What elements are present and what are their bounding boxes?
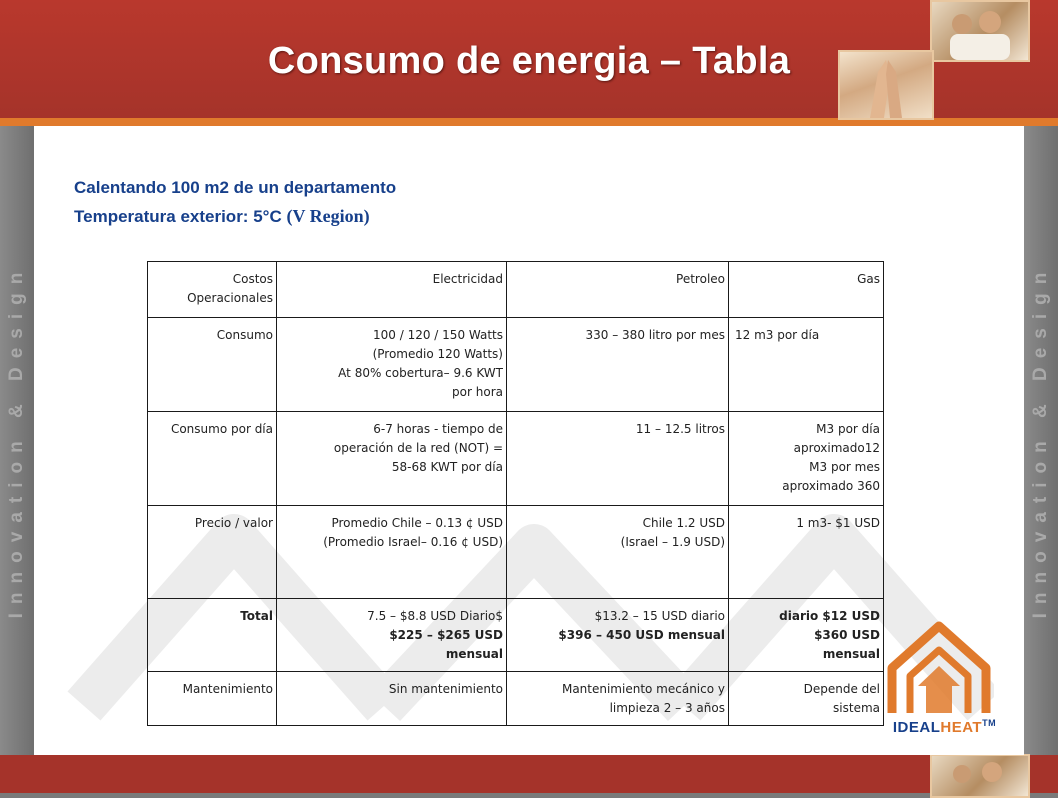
cell-line: aproximado12 bbox=[793, 441, 880, 455]
cell-line: mensual bbox=[445, 647, 503, 661]
subtitle-heating: Calentando 100 m2 de un departamento bbox=[74, 178, 397, 197]
cell-line: $396 – 450 USD mensual bbox=[558, 628, 725, 642]
slide-title: Consumo de energia – Tabla bbox=[267, 40, 791, 82]
row-label: Consumo por día bbox=[148, 412, 277, 506]
cell-line: aproximado 360 bbox=[782, 479, 880, 493]
table-cell bbox=[277, 599, 507, 672]
cell-line: Depende del bbox=[803, 682, 880, 696]
cell-line: sistema bbox=[833, 701, 880, 715]
row-label: Total bbox=[148, 599, 277, 672]
table-cell bbox=[507, 672, 729, 726]
cell-line: Promedio Chile – 0.13 ¢ USD bbox=[331, 516, 503, 530]
table-cell bbox=[729, 506, 884, 599]
logo-heat-text: HEAT bbox=[940, 719, 983, 736]
slide-content bbox=[34, 126, 1024, 755]
logo-ideal-text: IDEAL bbox=[892, 719, 941, 736]
cell-line: 11 – 12.5 litros bbox=[635, 422, 725, 436]
cell-line: 58-68 KWT por día bbox=[391, 460, 503, 474]
row-label: Precio / valor bbox=[148, 506, 277, 599]
cell-line: mensual bbox=[822, 647, 880, 661]
table-row bbox=[148, 599, 884, 672]
cell-line: 330 – 380 litro por mes bbox=[585, 328, 725, 342]
cell-line: 12 m3 por día bbox=[735, 328, 820, 342]
right-side-panel bbox=[1024, 126, 1058, 756]
cell-line: diario $12 USD bbox=[779, 609, 880, 623]
cell-line: operación de la red (NOT) = bbox=[333, 441, 503, 455]
table-cell bbox=[729, 599, 884, 672]
table-cell bbox=[507, 412, 729, 506]
header-cell: Petroleo bbox=[507, 262, 729, 318]
table-cell bbox=[729, 412, 884, 506]
cell-line: 1 m3- $1 USD bbox=[796, 516, 880, 530]
row-label: Mantenimiento bbox=[148, 672, 277, 726]
header-cell: Gas bbox=[729, 262, 884, 318]
cell-line: por hora bbox=[452, 385, 503, 399]
family-photo bbox=[930, 0, 1030, 62]
table-cell bbox=[729, 318, 884, 412]
region-text: (V Region) bbox=[286, 206, 370, 226]
energy-consumption-table bbox=[147, 261, 884, 726]
left-side-panel bbox=[0, 126, 34, 756]
cell-line: (Promedio 120 Watts) bbox=[372, 347, 503, 361]
cell-line: M3 por día bbox=[816, 422, 880, 436]
table-cell bbox=[277, 318, 507, 412]
hands-photo bbox=[838, 50, 934, 120]
cell-line: (Promedio Israel– 0.16 ¢ USD) bbox=[323, 535, 503, 549]
table-row bbox=[148, 412, 884, 506]
cell-line: 100 / 120 / 150 Watts bbox=[373, 328, 503, 342]
cell-line: At 80% cobertura– 9.6 KWT bbox=[338, 366, 503, 380]
subtitle-temperature bbox=[74, 206, 370, 227]
cell-line: $225 – $265 USD bbox=[389, 628, 503, 642]
logo-tm-text: TM bbox=[982, 718, 997, 728]
cell-line: M3 por mes bbox=[809, 460, 880, 474]
header-cell: Electricidad bbox=[277, 262, 507, 318]
side-text-left: Innovation & Design bbox=[6, 263, 27, 619]
cell-line: Sin mantenimiento bbox=[388, 682, 503, 696]
header-cell: Costos Operacionales bbox=[148, 262, 277, 318]
cell-line: Chile 1.2 USD bbox=[642, 516, 725, 530]
table-row bbox=[148, 506, 884, 599]
temperature-text: Temperatura exterior: 5°C bbox=[74, 207, 287, 226]
side-text-right: Innovation & Design bbox=[1030, 263, 1051, 619]
cell-line: Mantenimiento mecánico y bbox=[561, 682, 725, 696]
cell-line: 6-7 horas - tiempo de bbox=[373, 422, 503, 436]
table-cell bbox=[507, 318, 729, 412]
cell-line: $360 USD bbox=[814, 628, 880, 642]
table-cell bbox=[507, 506, 729, 599]
family-photo-bottom bbox=[930, 754, 1030, 798]
row-label: Consumo bbox=[148, 318, 277, 412]
table-cell bbox=[729, 672, 884, 726]
table-cell bbox=[277, 672, 507, 726]
table-header-row bbox=[148, 262, 884, 318]
table-cell bbox=[277, 412, 507, 506]
cell-line: (Israel – 1.9 USD) bbox=[620, 535, 725, 549]
cell-line: 7.5 – $8.8 USD Diario$ bbox=[367, 609, 503, 623]
table-cell bbox=[507, 599, 729, 672]
table-row bbox=[148, 672, 884, 726]
table-row bbox=[148, 318, 884, 412]
table-cell bbox=[277, 506, 507, 599]
cell-line: limpieza 2 – 3 años bbox=[609, 701, 725, 715]
cell-line: $13.2 – 15 USD diario bbox=[594, 609, 725, 623]
footer-band bbox=[0, 755, 1058, 793]
idealheat-logo bbox=[882, 718, 1007, 736]
